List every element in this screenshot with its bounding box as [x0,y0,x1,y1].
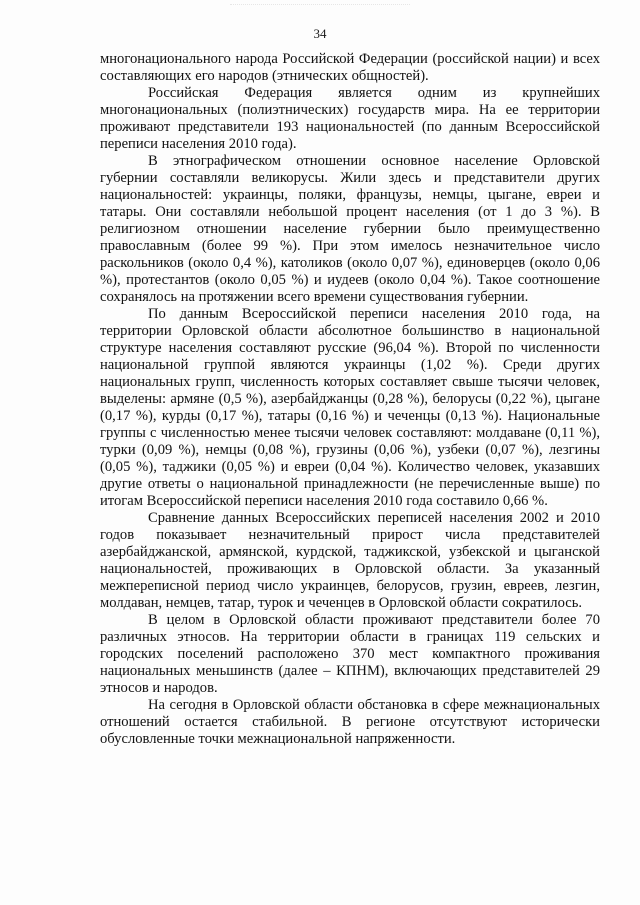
paragraph-russian-federation: Российская Федерация является одним из крупнейших многонациональных (полиэтнических) государств мира. На ее территории проживают представители 193 национальностей (по данным Всероссийской переписи населения 2010 года). [100,85,600,152]
paragraph-census-2010: По данным Всероссийской переписи населения 2010 года, на территории Орловской области абсолютное большинство в национальной структуре населения составляют русские (96,04 %). Второй по численности национальной группой являются украинцы (1,02 %). Среди других национальных групп, численность которых составляет свыше тысячи человек, выделены: армяне (0,5 %), азербайджанцы (0,28 %), белорусы (0,22 %), цыгане (0,17 %), курды (0,17 %), татары (0,16 %) и чеченцы (0,13 %). Национальные группы с численностью менее тысячи человек составляют: молдаване (0,11 %), турки (0,09 %), немцы (0,08 %), грузины (0,06 %), узбеки (0,07 %), лезгины (0,05 %), таджики (0,05 %) и евреи (0,04 %). Количество человек, указавших другие ответы о национальной принадлежности (не перечисленные выше) по итогам Всероссийской переписи населения 2010 года составило 0,66 %. [100,306,600,509]
paragraph-ethnic-groups: В целом в Орловской области проживают представители более 70 различных этносов. На территории области в границах 119 сельских и городских поселений расположено 370 мест компактного проживания национальных меньшинств (далее – КПНМ), включающих представителей 29 этносов и народов. [100,612,600,696]
paragraph-census-comparison: Сравнение данных Всероссийских переписей населения 2002 и 2010 годов показывает незначительный прирост числа представителей азербайджанской, армянской, курдской, таджикской, узбекской и цыганской национальностей, проживающих в Орловской области. За указанный межпереписной период число украинцев, белорусов, грузин, евреев, лезгин, молдаван, немцев, татар, турок и чеченцев в Орловской области сократилось. [100,510,600,611]
paragraph-ethnography-governorate: В этнографическом отношении основное население Орловской губернии составляли великорусы. Жили здесь и представители других национальностей: украинцы, поляки, французы, немцы, цыгане, евреи и татары. Они составляли небольшой процент населения (от 1 до 3 %). В религиозном отношении население губернии было преимущественно православным (более 99 %). При этом имелось незначительное число раскольников (около 0,4 %), католиков (около 0,07 %), единоверцев (около 0,06 %), протестантов (около 0,05 %) и иудеев (около 0,04 %). Такое соотношение сохранялось на протяжении всего времени существования губернии. [100,153,600,305]
scan-artifact [230,4,410,11]
page-number: 34 [313,26,327,41]
document-body [100,51,600,748]
paragraph-continuation: многонационального народа Российской Федерации (российской нации) и всех составляющих его народов (этнических общностей). [100,51,600,84]
paragraph-stability: На сегодня в Орловской области обстановка в сфере межнациональных отношений остается стабильной. В регионе отсутствуют исторически обусловленные точки межнациональной напряженности. [100,697,600,747]
